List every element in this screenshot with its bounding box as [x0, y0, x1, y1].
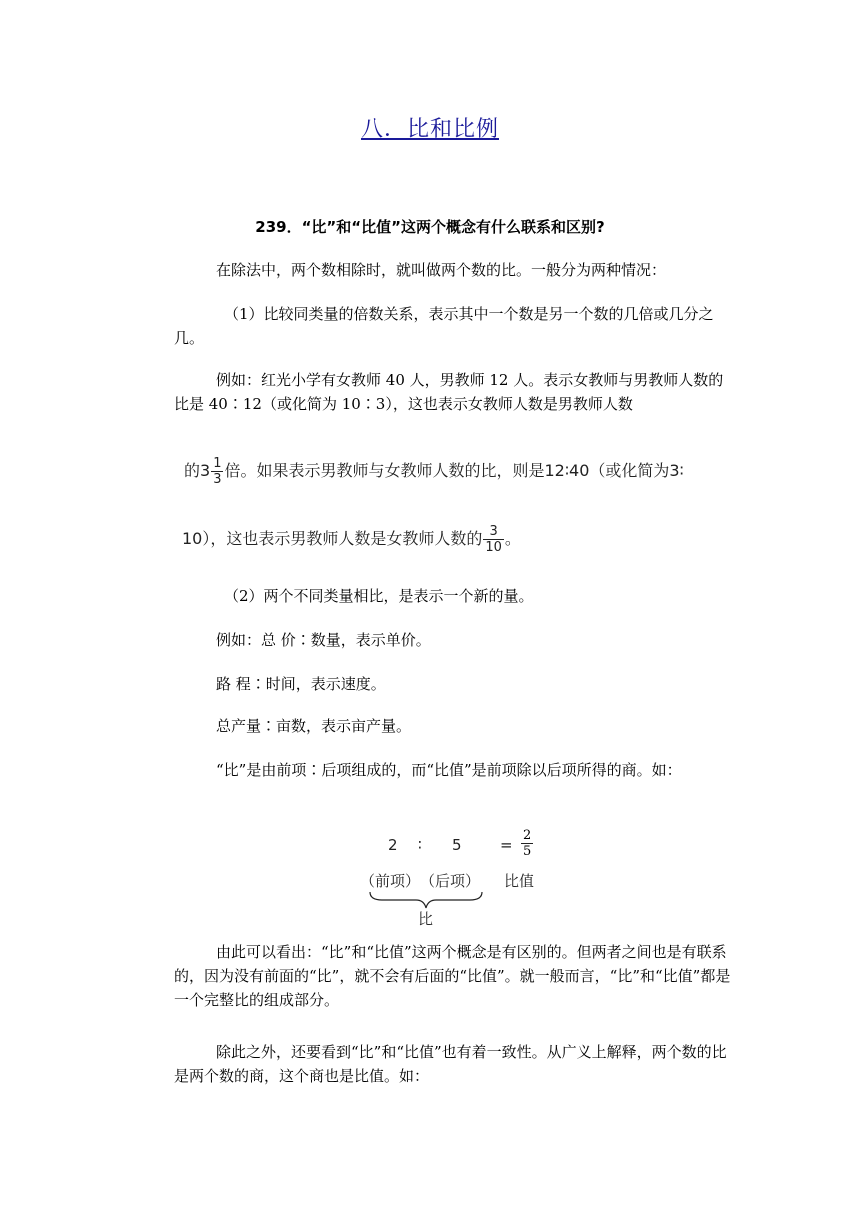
- line1-prefix: 的: [184, 461, 201, 480]
- example-continuation-line-1: [184, 456, 684, 487]
- paragraph-yield: 总产量∶亩数，表示亩产量。: [216, 717, 412, 735]
- paragraph-example-2: 例如：总 价∶数量，表示单价。: [216, 631, 431, 649]
- ratio-value-label: 比值: [504, 872, 535, 890]
- paragraph-conclusion: 由此可以看出：“比”和“比值”这两个概念是有区别的。但两者之间也是有联系的，因为没有前面的“比”，就不会有后面的“比值”。就一般而言，“比”和“比值”都是一个完整比的组成部分。: [174, 943, 731, 1009]
- paragraph-example-1: 例如：红光小学有女教师 40 人，男教师 12 人。表示女教师与男教师人数的比是 40∶12（或化简为 10∶3），这也表示女教师人数是男教师人数: [174, 371, 724, 413]
- paragraph-definition: “比”是由前项∶后项组成的，而“比值”是前项除以后项所得的商。如：: [216, 761, 682, 779]
- fraction-numerator: 3: [483, 524, 504, 540]
- front-term-label: （前项）: [360, 872, 421, 890]
- fraction-denominator: 5: [523, 844, 532, 859]
- back-term-label: （后项）: [420, 872, 481, 890]
- question-heading: 239．“比”和“比值”这两个概念有什么联系和区别?: [255, 218, 605, 236]
- paragraph-distance-time: 路 程∶时间，表示速度。: [216, 675, 386, 693]
- line1-suffix: 倍。如果表示男教师与女教师人数的比，则是12∶40（或化简为3∶: [224, 461, 684, 480]
- paragraph-consistency: 除此之外，还要看到“比”和“比值”也有着一致性。从广义上解释，两个数的比是两个数的商，这个商也是比值。如：: [174, 1043, 727, 1085]
- paragraph-intro: 在除法中，两个数相除时，就叫做两个数的比。一般分为两种情况：: [216, 261, 667, 279]
- mixed-number-integer: 3: [200, 461, 211, 480]
- back-term-value: 5: [452, 836, 462, 854]
- ratio-value-fraction: [521, 828, 533, 859]
- line2-prefix: 10），这也表示男教师人数是女教师人数的: [182, 529, 483, 548]
- paragraph-case-2: （2）两个不同类量相比，是表示一个新的量。: [224, 587, 534, 605]
- curly-brace-icon: [368, 890, 484, 910]
- ratio-brace-label: 比: [418, 910, 434, 928]
- ratio-diagram: [360, 828, 560, 928]
- fraction-denominator: 3: [213, 472, 222, 487]
- fraction-numerator: 1: [213, 456, 222, 471]
- page-title[interactable]: 八．比和比例: [360, 117, 499, 142]
- front-term-value: 2: [388, 836, 398, 854]
- fraction-three-tenths: [483, 524, 504, 555]
- equals-sign: =: [500, 836, 513, 854]
- fraction-numerator: 2: [523, 828, 532, 843]
- line2-suffix: 。: [504, 529, 521, 548]
- fraction-denominator: 10: [485, 540, 502, 555]
- example-continuation-line-2: [182, 524, 521, 555]
- ratio-colon: ∶: [418, 836, 422, 854]
- paragraph-case-1: （1）比较同类量的倍数关系，表示其中一个数是另一个数的几倍或几分之几。: [174, 305, 714, 347]
- mixed-number-fraction: [211, 456, 223, 487]
